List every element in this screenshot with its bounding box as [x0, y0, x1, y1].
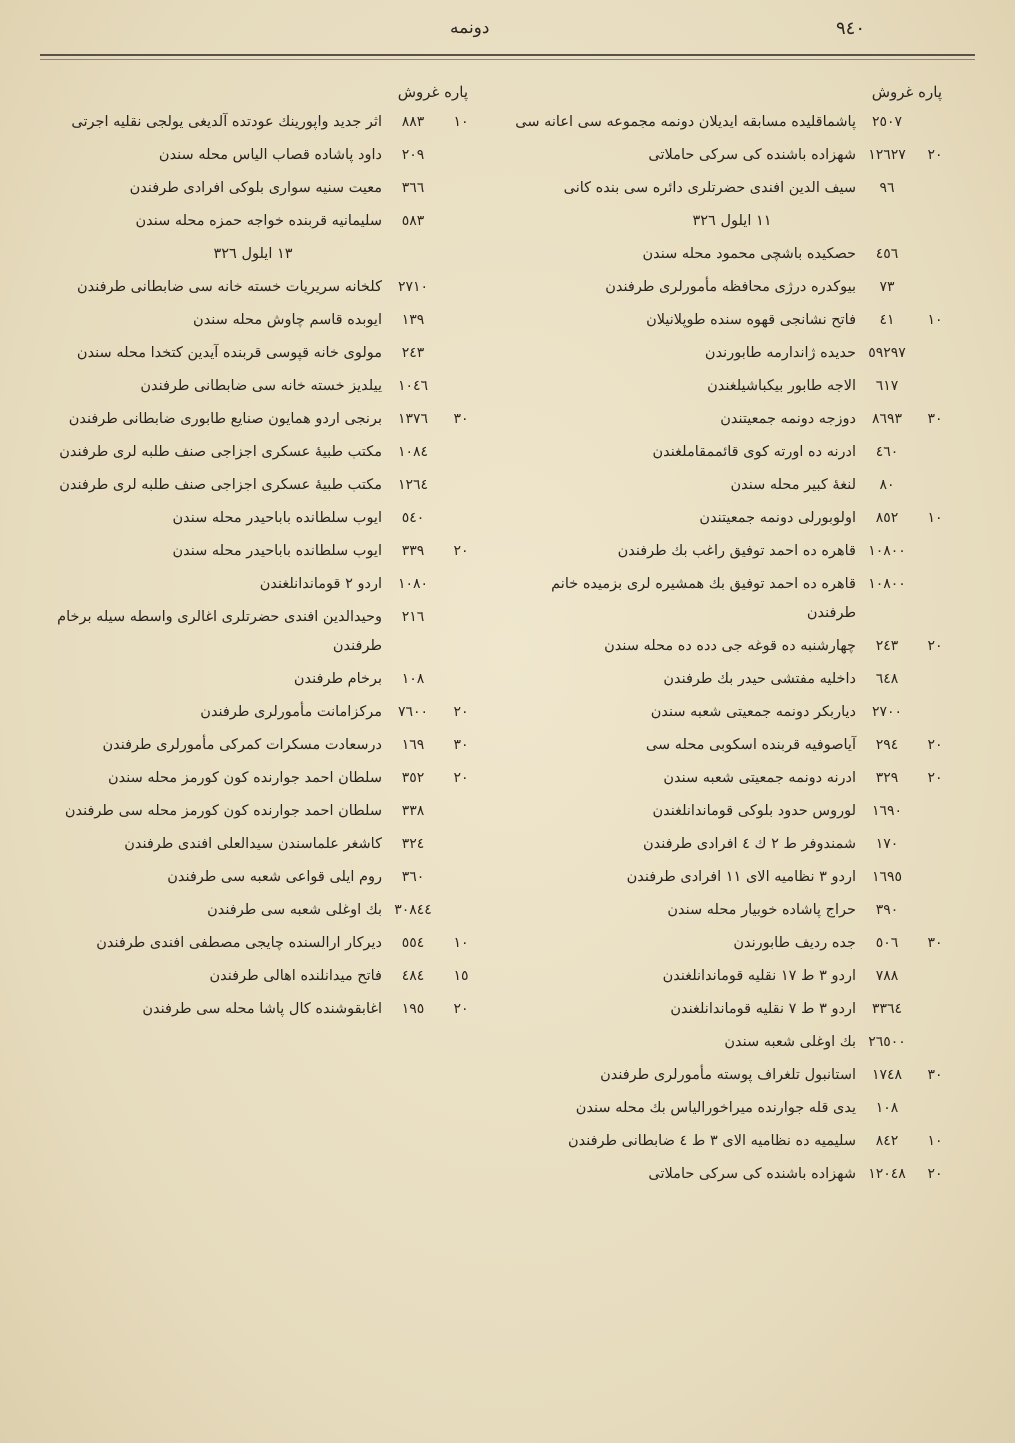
entry-description: پاشماقلیده مسابقه ایدیلان دونمه مجموعه سی اعانه سی — [515, 114, 856, 130]
ledger-entry — [512, 570, 952, 628]
qurush-amount: ٨٦٩٣ — [871, 411, 903, 427]
ledger-entry — [512, 405, 952, 434]
ledger-entry — [512, 731, 952, 760]
qurush-amount: ٦١٧ — [875, 378, 899, 394]
ledger-entry — [512, 896, 952, 925]
entry-description: جده ردیف طابورندن — [733, 935, 856, 951]
qurush-amount: ٢٦٥٠٠ — [868, 1034, 906, 1050]
qurush-amount: ٢٧٠٠ — [871, 704, 903, 720]
para-amount: ٢٠ — [927, 147, 943, 163]
ledger-entry — [512, 1160, 952, 1189]
qurush-amount: ١٠٨٠٠ — [868, 543, 906, 559]
ledger-entry — [28, 731, 478, 760]
qurush-amount: ٧٦٠٠ — [397, 704, 429, 720]
para-amount: ١٠ — [453, 114, 469, 130]
ledger-entry — [512, 1061, 952, 1090]
entry-description: بیوکدره درژی محافظه مأمورلری طرفندن — [605, 279, 856, 295]
qurush-amount: ١٠٤٦ — [397, 378, 429, 394]
ledger-entry — [28, 764, 478, 793]
para-amount: ٢٠ — [927, 638, 943, 654]
date-heading: ١١ ایلول ٣٢٦ — [692, 213, 772, 229]
ledger-entry — [28, 570, 478, 599]
entry-description: اردو ٣ ط ١٧ نقلیه قوماندانلغندن — [662, 968, 856, 984]
ledger-entry — [28, 962, 478, 991]
entry-description: اولوبورلی دونمه جمعیتندن — [699, 510, 856, 526]
entry-description: استانبول تلغراف پوسته مأمورلری طرفندن — [600, 1067, 856, 1083]
qurush-amount: ٧٨٨ — [875, 968, 899, 984]
entry-description: اردو ٣ ط ٧ نقلیه قوماندانلغندن — [670, 1001, 856, 1017]
ledger-entry — [512, 438, 952, 467]
left-column — [28, 76, 478, 1416]
entry-description: وحیدالدین افندی حضرتلری اغالری واسطه سیله برخام طرفندن — [57, 609, 382, 654]
qurush-amount: ٣٠٨٤٤ — [394, 902, 432, 918]
entry-description: ایوبده قاسم چاوش محله سندن — [193, 312, 382, 328]
qurush-amount: ١٦٩٠ — [871, 803, 903, 819]
qurush-amount: ١٧٠ — [875, 836, 899, 852]
ledger-entry — [512, 995, 952, 1024]
qurush-amount: ٥٨٣ — [401, 213, 425, 229]
entry-description: لنغهٔ کبیر محله سندن — [730, 477, 856, 493]
entry-description: دوزجه دونمه جمعیتندن — [720, 411, 856, 427]
para-amount: ٢٠ — [453, 1001, 469, 1017]
ledger-entry — [512, 174, 952, 203]
ledger-entry — [28, 372, 478, 401]
entry-description: قاهره ده احمد توفیق بك همشیره لری بزمیده خانم طرفندن — [551, 576, 856, 621]
entry-description: سلطان احمد جوارنده کون کورمز محله سندن — [108, 770, 382, 786]
para-amount: ٣٠ — [453, 411, 469, 427]
ledger-entry — [512, 141, 952, 170]
qurush-amount: ١٩٥ — [401, 1001, 425, 1017]
para-amount: ٢٠ — [453, 543, 469, 559]
entry-description: معیت سنیه سواری بلوکی افرادی طرفندن — [129, 180, 382, 196]
ledger-entry — [512, 665, 952, 694]
running-title: دونمه — [450, 18, 490, 38]
qurush-amount: ٣٣٨ — [401, 803, 425, 819]
ledger-entry — [28, 830, 478, 859]
qurush-amount: ٥٥٤ — [401, 935, 425, 951]
entry-description: ایوب سلطانده باباحیدر محله سندن — [172, 510, 382, 526]
ledger-entry — [28, 141, 478, 170]
qurush-amount: ٨٨٣ — [401, 114, 425, 130]
ledger-entry — [28, 698, 478, 727]
entry-description: داود پاشاده قصاب الیاس محله سندن — [158, 147, 382, 163]
ledger-entry — [512, 962, 952, 991]
ledger-entry — [512, 1028, 952, 1057]
para-amount: ٢٠ — [927, 770, 943, 786]
entry-description: یدی قله جوارنده میراخورالیاس بك محله سندن — [575, 1100, 856, 1116]
qurush-amount: ٨٤٢ — [875, 1133, 899, 1149]
ledger-entry — [512, 372, 952, 401]
ledger-entry — [28, 438, 478, 467]
qurush-amount: ١٠٨ — [401, 671, 425, 687]
entry-description: اردو ٣ نظامیه الای ١١ افرادی طرفندن — [626, 869, 856, 885]
para-amount: ٢٠ — [453, 770, 469, 786]
ledger-entry — [512, 306, 952, 335]
ledger-entry — [28, 504, 478, 533]
ledger-entry — [512, 863, 952, 892]
ledger-entry — [28, 306, 478, 335]
entry-description: مرکزامانت مأمورلری طرفندن — [200, 704, 382, 720]
entry-description: سلیمیه ده نظامیه الای ٣ ط ٤ ضابطانی طرفندن — [567, 1133, 856, 1149]
entry-description: بك اوغلی شعبه سی طرفندن — [207, 902, 382, 918]
para-amount: ٢٠ — [453, 704, 469, 720]
entry-description: فاتح میدانلنده اهالی طرفندن — [209, 968, 382, 984]
entry-description: شهزاده باشنده کی سرکی حاملاتی — [648, 147, 856, 163]
qurush-amount: ٢٩٤ — [875, 737, 899, 753]
right-column — [512, 76, 952, 1416]
ledger-entry — [28, 863, 478, 892]
qurush-amount: ٥٠٦ — [875, 935, 899, 951]
header-rule — [40, 54, 975, 56]
ledger-entry — [28, 929, 478, 958]
entry-description: فاتح نشانجی قهوه سنده طوپلانیلان — [646, 312, 856, 328]
entry-description: اثر جدید واپورینك عودتده آلدیغی یولجی نقلیه اجرتی — [71, 114, 382, 130]
qurush-amount: ٢٠٩ — [401, 147, 425, 163]
qurush-amount: ٣٦٠ — [401, 869, 425, 885]
qurush-amount: ٣٢٤ — [401, 836, 425, 852]
qurush-amount: ١٦٩ — [401, 737, 425, 753]
qurush-amount: ١٠٨٠ — [397, 576, 429, 592]
entry-description: اردو ٢ قوماندانلغندن — [259, 576, 382, 592]
ledger-entry — [512, 471, 952, 500]
ledger-entry — [512, 698, 952, 727]
entry-description: ادرنه دونمه جمعیتی شعبه سندن — [663, 770, 856, 786]
para-amount: ١٥ — [453, 968, 469, 984]
ledger-entry — [28, 797, 478, 826]
entry-description: شهزاده باشنده کی سرکی حاملاتی — [648, 1166, 856, 1182]
qurush-amount: ١٠٨٤ — [397, 444, 429, 460]
ledger-entry — [28, 603, 478, 661]
entry-description: سیف الدین افندی حضرتلری دائره سی بنده کانی — [563, 180, 856, 196]
qurush-amount: ٢١٦ — [401, 609, 425, 625]
ledger-entry — [28, 471, 478, 500]
ledger-entry — [512, 273, 952, 302]
ledger-entry — [512, 797, 952, 826]
para-amount: ١٠ — [453, 935, 469, 951]
qurush-amount: ٧٣ — [879, 279, 895, 295]
ledger-entry — [28, 665, 478, 694]
para-amount: ٣٠ — [927, 411, 943, 427]
entry-description: برخام طرفندن — [293, 671, 382, 687]
para-amount: ٢٠ — [927, 1166, 943, 1182]
entry-description: سلیمانیه قربنده خواجه حمزه محله سندن — [135, 213, 382, 229]
ledger-entry — [512, 537, 952, 566]
ledger-entry — [512, 240, 952, 269]
entry-description: چهارشنبه ده قوغه جی دده ده محله سندن — [604, 638, 856, 654]
qurush-amount: ١٢٦٢٧ — [868, 147, 906, 163]
qurush-amount: ١٢٦٤ — [397, 477, 429, 493]
column-heading: پاره غروش — [871, 83, 942, 101]
entry-description: داخلیه مفتشی حیدر بك طرفندن — [663, 671, 856, 687]
entry-description: مکتب طبیهٔ عسکری اجزاجی صنف طلبه لری طرفندن — [59, 444, 382, 460]
qurush-amount: ١٠٨ — [875, 1100, 899, 1116]
ledger-entry — [28, 108, 478, 137]
ledger-entry — [512, 929, 952, 958]
para-amount: ٣٠ — [927, 1067, 943, 1083]
qurush-amount: ٥٩٢٩٧ — [868, 345, 906, 361]
date-heading: ١٣ ایلول ٣٢٦ — [213, 246, 293, 262]
entry-description: اغابقوشنده کال پاشا محله سی طرفندن — [142, 1001, 382, 1017]
ledger-entry — [28, 995, 478, 1024]
header-rule-thin — [40, 59, 975, 60]
qurush-amount: ٢٧١٠ — [397, 279, 429, 295]
ledger-entry — [512, 1127, 952, 1156]
entry-description: روم ایلی قواعی شعبه سی طرفندن — [167, 869, 382, 885]
entry-description: برنجی اردو همایون صنایع طابوری ضابطانی طرفندن — [68, 411, 382, 427]
ledger-entry — [28, 537, 478, 566]
entry-description: لوروس حدود بلوکی قوماندانلغندن — [652, 803, 856, 819]
entry-description: کلخانه سریریات خسته خانه سی ضابطانی طرفندن — [76, 279, 382, 295]
entry-description: حصکیده باشچی محمود محله سندن — [642, 246, 856, 262]
entry-description: درسعادت مسکرات کمرکی مأمورلری طرفندن — [102, 737, 382, 753]
qurush-amount: ٢٤٣ — [875, 638, 899, 654]
ledger-entry — [28, 207, 478, 236]
ledger-entry — [512, 504, 952, 533]
entry-description: مکتب طبیهٔ عسکری اجزاجی صنف طلبه لری طرفندن — [59, 477, 382, 493]
qurush-amount: ٨٥٢ — [875, 510, 899, 526]
entry-description: حراج پاشاده خوبیار محله سندن — [667, 902, 856, 918]
entry-description: سلطان احمد جوارنده کون کورمز محله سی طرفندن — [64, 803, 382, 819]
entry-description: دیاربکر دونمه جمعیتی شعبه سندن — [650, 704, 856, 720]
qurush-amount: ٥٤٠ — [401, 510, 425, 526]
para-amount: ٣٠ — [927, 935, 943, 951]
para-amount: ١٠ — [927, 1133, 943, 1149]
ledger-entry — [512, 764, 952, 793]
para-amount: ١٠ — [927, 312, 943, 328]
entry-description: الاجه طابور بیکباشیلغندن — [707, 378, 856, 394]
para-amount: ٣٠ — [453, 737, 469, 753]
entry-description: آیاصوفیه قربنده اسکوبی محله سی — [645, 737, 856, 753]
entry-description: قاهره ده احمد توفیق راغب بك طرفندن — [617, 543, 856, 559]
qurush-amount: ٤٨٤ — [401, 968, 425, 984]
qurush-amount: ١٦٩٥ — [871, 869, 903, 885]
ledger-entry — [512, 1094, 952, 1123]
entry-description: کاشغر علماسندن سیدالعلی افندی طرفندن — [124, 836, 382, 852]
ledger-entry — [28, 339, 478, 368]
para-amount: ١٠ — [927, 510, 943, 526]
qurush-amount: ٣٣٦٤ — [871, 1001, 903, 1017]
qurush-amount: ١٧٤٨ — [871, 1067, 903, 1083]
ledger-entry — [28, 273, 478, 302]
entry-description: حدیده ژاندارمه طابورندن — [704, 345, 856, 361]
qurush-amount: ٤٥٦ — [875, 246, 899, 262]
qurush-amount: ٢٥٠٧ — [871, 114, 903, 130]
entry-description: ییلدیز خسته خانه سی ضابطانی طرفندن — [140, 378, 382, 394]
ledger-entry — [512, 108, 952, 137]
para-amount: ٢٠ — [927, 737, 943, 753]
qurush-amount: ٦٤٨ — [875, 671, 899, 687]
ledger-entry — [28, 405, 478, 434]
ledger-entry — [512, 632, 952, 661]
qurush-amount: ١٣٩ — [401, 312, 425, 328]
entry-description: شمندوفر ط ٢ ك ٤ افرادی طرفندن — [643, 836, 856, 852]
qurush-amount: ٣٦٦ — [401, 180, 425, 196]
qurush-amount: ٣٣٩ — [401, 543, 425, 559]
entry-description: بك اوغلی شعبه سندن — [724, 1034, 856, 1050]
qurush-amount: ١٢٠٤٨ — [868, 1166, 906, 1182]
page-number: ٩٤٠ — [835, 18, 865, 39]
ledger-entry — [28, 174, 478, 203]
column-heading: پاره غروش — [397, 83, 468, 101]
qurush-amount: ٤١ — [879, 312, 895, 328]
qurush-amount: ٣٩٠ — [875, 902, 899, 918]
page-header — [0, 18, 1015, 48]
qurush-amount: ٢٤٣ — [401, 345, 425, 361]
qurush-amount: ٣٢٩ — [875, 770, 899, 786]
qurush-amount: ٣٥٢ — [401, 770, 425, 786]
qurush-amount: ١٣٧٦ — [397, 411, 429, 427]
qurush-amount: ١٠٨٠٠ — [868, 576, 906, 592]
entry-description: مولوی خانه قپوسی قربنده آیدین کتخدا محله سندن — [76, 345, 382, 361]
ledger-entry — [512, 339, 952, 368]
entry-description: ادرنه ده اورته کوی قائممقاملغندن — [652, 444, 856, 460]
entry-description: دیرکار ارالسنده چایجی مصطفی افندی طرفندن — [96, 935, 382, 951]
ledger-entry — [512, 830, 952, 859]
qurush-amount: ٨٠ — [879, 477, 895, 493]
entry-description: ایوب سلطانده باباحیدر محله سندن — [172, 543, 382, 559]
ledger-entry — [28, 896, 478, 925]
qurush-amount: ٩٦ — [879, 180, 895, 196]
qurush-amount: ٤٦٠ — [875, 444, 899, 460]
